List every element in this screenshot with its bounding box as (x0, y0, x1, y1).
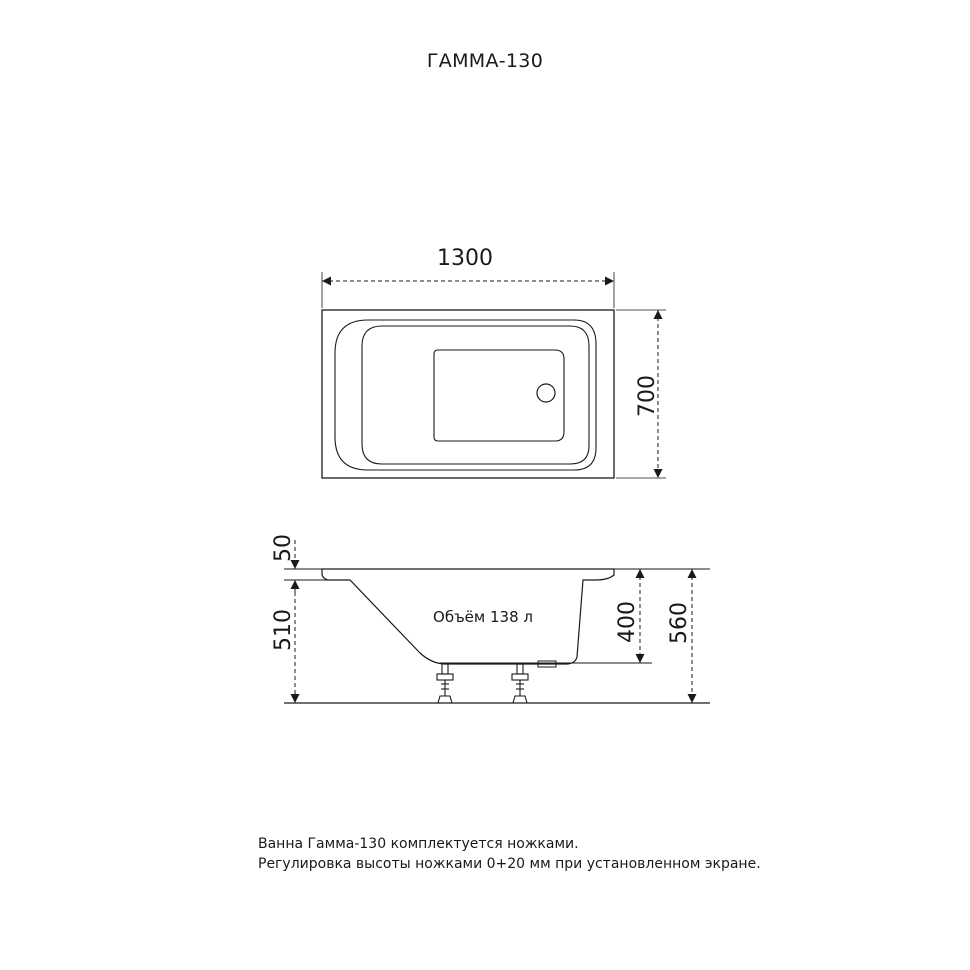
width-dimension-label: 700 (635, 375, 660, 417)
rim-dimension-label: 50 (271, 534, 296, 562)
leg-left (437, 664, 453, 703)
leg-right (512, 664, 528, 703)
notes (258, 834, 761, 874)
depth-dimension-label: 400 (615, 601, 640, 643)
drain-hole (537, 384, 555, 402)
top-view (322, 272, 666, 478)
leg-height-dimension-label: 510 (271, 609, 296, 651)
volume-label: Объём 138 л (433, 608, 533, 626)
drawing-title: ГАММА-130 (426, 50, 544, 72)
note-line: Ванна Гамма-130 комплектуется ножками. (258, 836, 579, 852)
tub-outline (322, 310, 614, 478)
note-line: Регулировка высоты ножками 0+20 мм при установленном экране. (258, 856, 761, 872)
tub-floor (434, 350, 564, 441)
length-dimension-label: 1300 (437, 246, 493, 271)
tub-basin-outer (335, 320, 596, 470)
total-height-dimension-label: 560 (667, 602, 692, 644)
